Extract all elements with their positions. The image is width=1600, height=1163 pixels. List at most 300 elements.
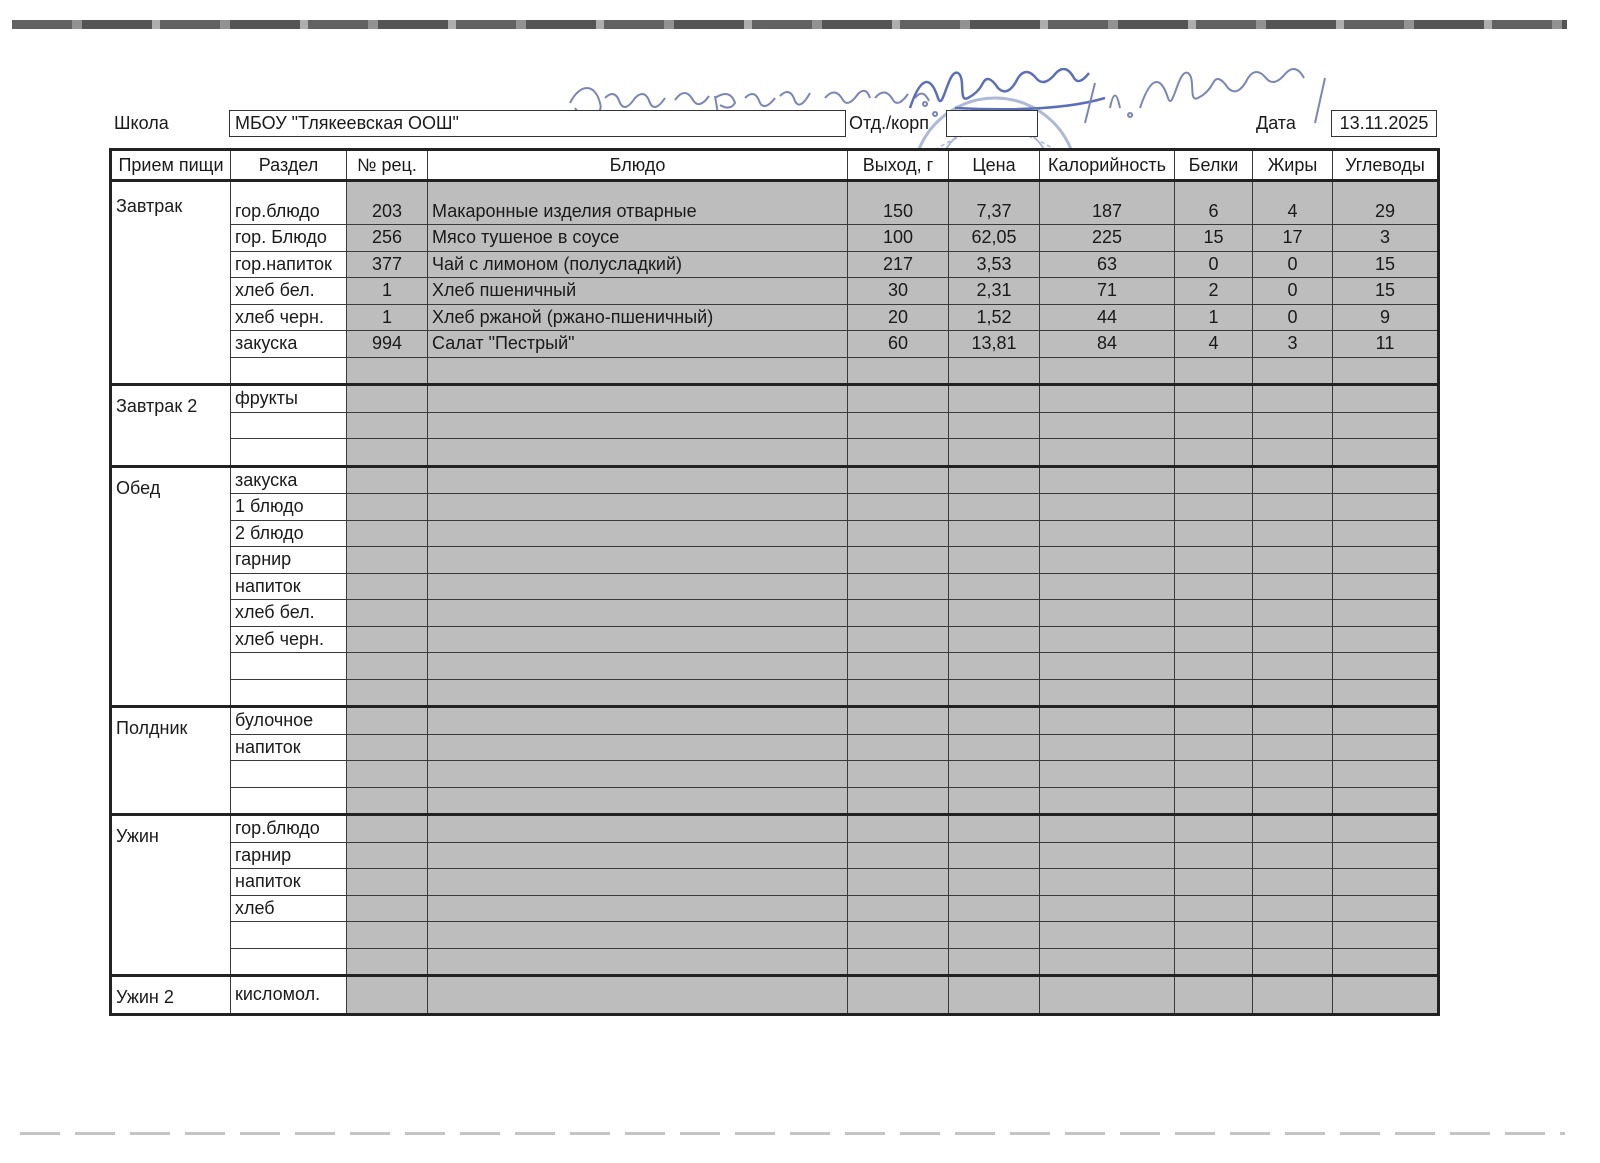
- section-cell: закуска: [231, 466, 347, 494]
- calories-cell: [1040, 494, 1175, 521]
- yield-cell: [848, 600, 949, 627]
- calories-cell: 63: [1040, 251, 1175, 278]
- table-row: [111, 653, 1439, 680]
- carbs-cell: [1333, 466, 1439, 494]
- recipe-cell: [347, 653, 428, 680]
- price-cell: 2,31: [949, 278, 1040, 305]
- yield-cell: [848, 626, 949, 653]
- meal-cell: Ужин: [111, 815, 231, 976]
- scan-edge-bottom: [20, 1132, 1565, 1135]
- recipe-cell: [347, 466, 428, 494]
- dish-cell: [428, 412, 848, 439]
- price-cell: 62,05: [949, 225, 1040, 252]
- calories-cell: [1040, 600, 1175, 627]
- price-cell: [949, 761, 1040, 788]
- recipe-cell: [347, 815, 428, 843]
- col-header-meal: Прием пищи: [111, 150, 231, 181]
- recipe-cell: [347, 547, 428, 574]
- section-cell: хлеб черн.: [231, 304, 347, 331]
- table-row: [111, 494, 1439, 521]
- dept-field: [946, 110, 1038, 137]
- fat-cell: [1253, 734, 1333, 761]
- yield-cell: 217: [848, 251, 949, 278]
- meal-cell: Завтрак: [111, 181, 231, 385]
- calories-cell: [1040, 976, 1175, 1015]
- protein-cell: [1175, 761, 1253, 788]
- carbs-cell: [1333, 494, 1439, 521]
- section-cell: [231, 787, 347, 815]
- table-row: [111, 412, 1439, 439]
- carbs-cell: [1333, 869, 1439, 896]
- protein-cell: [1175, 948, 1253, 976]
- protein-cell: 6: [1175, 181, 1253, 225]
- price-cell: 3,53: [949, 251, 1040, 278]
- price-cell: [949, 520, 1040, 547]
- protein-cell: [1175, 385, 1253, 413]
- section-cell: [231, 439, 347, 467]
- table-row: [111, 842, 1439, 869]
- recipe-cell: [347, 948, 428, 976]
- recipe-cell: [347, 494, 428, 521]
- fat-cell: [1253, 412, 1333, 439]
- fat-cell: [1253, 494, 1333, 521]
- calories-cell: [1040, 547, 1175, 574]
- price-cell: [949, 494, 1040, 521]
- table-row: [111, 251, 1439, 278]
- carbs-cell: [1333, 573, 1439, 600]
- dish-cell: [428, 707, 848, 735]
- recipe-cell: [347, 357, 428, 385]
- fat-cell: [1253, 895, 1333, 922]
- carbs-cell: [1333, 922, 1439, 949]
- dish-cell: [428, 787, 848, 815]
- yield-cell: [848, 385, 949, 413]
- recipe-cell: [347, 520, 428, 547]
- col-header-yield: Выход, г: [848, 150, 949, 181]
- section-cell: гарнир: [231, 547, 347, 574]
- school-label: Школа: [114, 113, 169, 133]
- yield-cell: [848, 707, 949, 735]
- dish-cell: Мясо тушеное в соусе: [428, 225, 848, 252]
- dish-cell: [428, 869, 848, 896]
- recipe-cell: [347, 842, 428, 869]
- yield-cell: [848, 679, 949, 707]
- section-cell: гор.блюдо: [231, 815, 347, 843]
- fat-cell: [1253, 761, 1333, 788]
- table-row: [111, 734, 1439, 761]
- carbs-cell: [1333, 626, 1439, 653]
- col-header-calories: Калорийность: [1040, 150, 1175, 181]
- calories-cell: [1040, 869, 1175, 896]
- fat-cell: [1253, 357, 1333, 385]
- carbs-cell: [1333, 653, 1439, 680]
- fat-cell: 0: [1253, 251, 1333, 278]
- yield-cell: 100: [848, 225, 949, 252]
- yield-cell: [848, 976, 949, 1015]
- yield-cell: [848, 787, 949, 815]
- carbs-cell: 29: [1333, 181, 1439, 225]
- table-row: [111, 547, 1439, 574]
- fat-cell: [1253, 679, 1333, 707]
- fat-cell: [1253, 869, 1333, 896]
- section-cell: хлеб бел.: [231, 278, 347, 305]
- carbs-cell: 3: [1333, 225, 1439, 252]
- fat-cell: [1253, 653, 1333, 680]
- price-cell: [949, 626, 1040, 653]
- table-row: [111, 707, 1439, 735]
- table-header-row: [111, 150, 1439, 181]
- dish-cell: [428, 600, 848, 627]
- calories-cell: [1040, 412, 1175, 439]
- recipe-cell: 1: [347, 278, 428, 305]
- carbs-cell: 11: [1333, 331, 1439, 358]
- section-cell: напиток: [231, 869, 347, 896]
- protein-cell: [1175, 895, 1253, 922]
- col-header-price: Цена: [949, 150, 1040, 181]
- section-cell: [231, 679, 347, 707]
- yield-cell: 150: [848, 181, 949, 225]
- recipe-cell: 203: [347, 181, 428, 225]
- table-row: [111, 948, 1439, 976]
- table-row: [111, 304, 1439, 331]
- price-cell: [949, 869, 1040, 896]
- protein-cell: 1: [1175, 304, 1253, 331]
- carbs-cell: [1333, 734, 1439, 761]
- yield-cell: [848, 761, 949, 788]
- carbs-cell: [1333, 439, 1439, 467]
- date-label: Дата: [1256, 113, 1296, 133]
- section-cell: булочное: [231, 707, 347, 735]
- protein-cell: [1175, 626, 1253, 653]
- dish-cell: [428, 653, 848, 680]
- carbs-cell: [1333, 787, 1439, 815]
- fat-cell: [1253, 707, 1333, 735]
- yield-cell: [848, 520, 949, 547]
- col-header-recipe: № рец.: [347, 150, 428, 181]
- meal-cell: Полдник: [111, 707, 231, 815]
- recipe-cell: [347, 787, 428, 815]
- dish-cell: [428, 734, 848, 761]
- price-cell: [949, 842, 1040, 869]
- protein-cell: [1175, 787, 1253, 815]
- yield-cell: [848, 869, 949, 896]
- section-cell: 2 блюдо: [231, 520, 347, 547]
- yield-cell: [848, 412, 949, 439]
- recipe-cell: [347, 412, 428, 439]
- dish-cell: Хлеб ржаной (ржано-пшеничный): [428, 304, 848, 331]
- section-cell: кисломол.: [231, 976, 347, 1015]
- table-row: [111, 573, 1439, 600]
- protein-cell: [1175, 494, 1253, 521]
- protein-cell: [1175, 815, 1253, 843]
- recipe-cell: 256: [347, 225, 428, 252]
- section-cell: фрукты: [231, 385, 347, 413]
- carbs-cell: [1333, 412, 1439, 439]
- dish-cell: [428, 547, 848, 574]
- calories-cell: [1040, 385, 1175, 413]
- section-cell: напиток: [231, 573, 347, 600]
- price-cell: [949, 787, 1040, 815]
- recipe-cell: 994: [347, 331, 428, 358]
- yield-cell: [848, 547, 949, 574]
- fat-cell: 4: [1253, 181, 1333, 225]
- dish-cell: [428, 573, 848, 600]
- section-cell: гарнир: [231, 842, 347, 869]
- meal-cell: Ужин 2: [111, 976, 231, 1015]
- price-cell: [949, 357, 1040, 385]
- dish-cell: [428, 842, 848, 869]
- recipe-cell: [347, 895, 428, 922]
- yield-cell: [848, 922, 949, 949]
- price-cell: [949, 815, 1040, 843]
- dish-cell: [428, 815, 848, 843]
- calories-cell: 84: [1040, 331, 1175, 358]
- calories-cell: [1040, 922, 1175, 949]
- carbs-cell: [1333, 976, 1439, 1015]
- section-cell: гор.блюдо: [231, 181, 347, 225]
- calories-cell: [1040, 466, 1175, 494]
- section-cell: 1 блюдо: [231, 494, 347, 521]
- protein-cell: 4: [1175, 331, 1253, 358]
- table-row: [111, 331, 1439, 358]
- section-cell: гор. Блюдо: [231, 225, 347, 252]
- recipe-cell: [347, 761, 428, 788]
- section-cell: хлеб бел.: [231, 600, 347, 627]
- carbs-cell: [1333, 679, 1439, 707]
- table-row: [111, 922, 1439, 949]
- table-row: [111, 439, 1439, 467]
- dish-cell: [428, 948, 848, 976]
- fat-cell: [1253, 815, 1333, 843]
- dish-cell: [428, 679, 848, 707]
- protein-cell: [1175, 573, 1253, 600]
- dish-cell: Хлеб пшеничный: [428, 278, 848, 305]
- yield-cell: [848, 895, 949, 922]
- calories-cell: [1040, 626, 1175, 653]
- yield-cell: [848, 734, 949, 761]
- section-cell: [231, 412, 347, 439]
- recipe-cell: [347, 707, 428, 735]
- price-cell: [949, 439, 1040, 467]
- protein-cell: [1175, 707, 1253, 735]
- protein-cell: [1175, 653, 1253, 680]
- protein-cell: [1175, 679, 1253, 707]
- table-row: [111, 626, 1439, 653]
- section-cell: хлеб: [231, 895, 347, 922]
- fat-cell: [1253, 520, 1333, 547]
- meal-cell: Обед: [111, 466, 231, 707]
- protein-cell: 2: [1175, 278, 1253, 305]
- dish-cell: [428, 976, 848, 1015]
- dish-cell: Макаронные изделия отварные: [428, 181, 848, 225]
- section-cell: [231, 948, 347, 976]
- protein-cell: 0: [1175, 251, 1253, 278]
- calories-cell: 44: [1040, 304, 1175, 331]
- calories-cell: [1040, 895, 1175, 922]
- section-cell: гор.напиток: [231, 251, 347, 278]
- protein-cell: [1175, 734, 1253, 761]
- carbs-cell: [1333, 895, 1439, 922]
- calories-cell: [1040, 734, 1175, 761]
- fat-cell: [1253, 948, 1333, 976]
- price-cell: [949, 547, 1040, 574]
- protein-cell: [1175, 842, 1253, 869]
- carbs-cell: 9: [1333, 304, 1439, 331]
- protein-cell: [1175, 976, 1253, 1015]
- yield-cell: [848, 357, 949, 385]
- calories-cell: 187: [1040, 181, 1175, 225]
- price-cell: [949, 412, 1040, 439]
- fat-cell: [1253, 976, 1333, 1015]
- price-cell: [949, 734, 1040, 761]
- table-row: [111, 466, 1439, 494]
- yield-cell: [848, 494, 949, 521]
- calories-cell: [1040, 761, 1175, 788]
- table-row: [111, 520, 1439, 547]
- protein-cell: 15: [1175, 225, 1253, 252]
- price-cell: [949, 385, 1040, 413]
- recipe-cell: [347, 573, 428, 600]
- recipe-cell: [347, 600, 428, 627]
- dish-cell: [428, 922, 848, 949]
- price-cell: [949, 679, 1040, 707]
- section-cell: [231, 357, 347, 385]
- yield-cell: [848, 439, 949, 467]
- protein-cell: [1175, 412, 1253, 439]
- calories-cell: [1040, 653, 1175, 680]
- table-row: [111, 181, 1439, 225]
- yield-cell: [848, 466, 949, 494]
- yield-cell: [848, 842, 949, 869]
- dish-cell: [428, 626, 848, 653]
- protein-cell: [1175, 439, 1253, 467]
- carbs-cell: [1333, 842, 1439, 869]
- recipe-cell: [347, 439, 428, 467]
- section-cell: напиток: [231, 734, 347, 761]
- section-cell: закуска: [231, 331, 347, 358]
- price-cell: [949, 573, 1040, 600]
- dish-cell: [428, 439, 848, 467]
- fat-cell: 0: [1253, 278, 1333, 305]
- section-cell: [231, 761, 347, 788]
- price-cell: [949, 976, 1040, 1015]
- table-row: [111, 815, 1439, 843]
- table-row: [111, 869, 1439, 896]
- fat-cell: [1253, 439, 1333, 467]
- fat-cell: [1253, 787, 1333, 815]
- protein-cell: [1175, 357, 1253, 385]
- calories-cell: [1040, 573, 1175, 600]
- carbs-cell: 15: [1333, 251, 1439, 278]
- yield-cell: [848, 815, 949, 843]
- table-row: [111, 787, 1439, 815]
- carbs-cell: [1333, 520, 1439, 547]
- calories-cell: [1040, 707, 1175, 735]
- protein-cell: [1175, 869, 1253, 896]
- protein-cell: [1175, 922, 1253, 949]
- price-cell: 1,52: [949, 304, 1040, 331]
- calories-cell: 225: [1040, 225, 1175, 252]
- table-row: [111, 895, 1439, 922]
- calories-cell: [1040, 439, 1175, 467]
- carbs-cell: [1333, 761, 1439, 788]
- recipe-cell: [347, 734, 428, 761]
- price-cell: 7,37: [949, 181, 1040, 225]
- col-header-dish: Блюдо: [428, 150, 848, 181]
- yield-cell: 30: [848, 278, 949, 305]
- calories-cell: [1040, 787, 1175, 815]
- meal-cell: Завтрак 2: [111, 385, 231, 467]
- carbs-cell: [1333, 948, 1439, 976]
- price-cell: [949, 895, 1040, 922]
- table-row: [111, 385, 1439, 413]
- yield-cell: 60: [848, 331, 949, 358]
- section-cell: [231, 653, 347, 680]
- yield-cell: [848, 948, 949, 976]
- carbs-cell: [1333, 385, 1439, 413]
- carbs-cell: [1333, 600, 1439, 627]
- table-body: [111, 181, 1439, 1015]
- school-field: МБОУ "Тлякеевская ООШ": [229, 110, 846, 137]
- dish-cell: [428, 494, 848, 521]
- recipe-cell: 377: [347, 251, 428, 278]
- yield-cell: [848, 573, 949, 600]
- recipe-cell: [347, 679, 428, 707]
- carbs-cell: [1333, 707, 1439, 735]
- calories-cell: [1040, 520, 1175, 547]
- carbs-cell: [1333, 357, 1439, 385]
- col-header-fat: Жиры: [1253, 150, 1333, 181]
- col-header-carbs: Углеводы: [1333, 150, 1439, 181]
- yield-cell: [848, 653, 949, 680]
- calories-cell: [1040, 679, 1175, 707]
- table-row: [111, 679, 1439, 707]
- section-cell: [231, 922, 347, 949]
- dish-cell: [428, 895, 848, 922]
- recipe-cell: [347, 626, 428, 653]
- dish-cell: [428, 761, 848, 788]
- recipe-cell: [347, 922, 428, 949]
- table-row: [111, 761, 1439, 788]
- dish-cell: [428, 466, 848, 494]
- dish-cell: Салат "Пестрый": [428, 331, 848, 358]
- fat-cell: [1253, 466, 1333, 494]
- recipe-cell: [347, 976, 428, 1015]
- fat-cell: [1253, 626, 1333, 653]
- calories-cell: [1040, 842, 1175, 869]
- table-row: [111, 225, 1439, 252]
- scan-edge-top: [12, 20, 1567, 29]
- calories-cell: [1040, 357, 1175, 385]
- fat-cell: [1253, 922, 1333, 949]
- dish-cell: Чай с лимоном (полусладкий): [428, 251, 848, 278]
- col-header-section: Раздел: [231, 150, 347, 181]
- protein-cell: [1175, 600, 1253, 627]
- price-cell: [949, 922, 1040, 949]
- price-cell: [949, 653, 1040, 680]
- menu-table: [109, 148, 1440, 1016]
- protein-cell: [1175, 547, 1253, 574]
- carbs-cell: [1333, 547, 1439, 574]
- price-cell: [949, 948, 1040, 976]
- fat-cell: 3: [1253, 331, 1333, 358]
- date-field: 13.11.2025: [1331, 110, 1437, 137]
- fat-cell: [1253, 385, 1333, 413]
- protein-cell: [1175, 520, 1253, 547]
- table-row: [111, 600, 1439, 627]
- recipe-cell: [347, 869, 428, 896]
- price-cell: [949, 600, 1040, 627]
